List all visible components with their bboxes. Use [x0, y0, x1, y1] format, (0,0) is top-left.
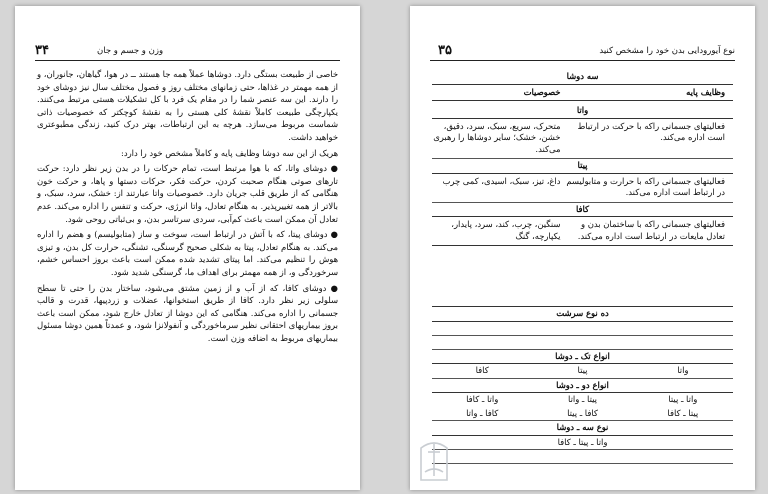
left-page	[15, 6, 360, 490]
page-number: ۳۴	[35, 43, 49, 58]
table-row	[432, 119, 733, 159]
table-cell: کافا ـ واتا	[466, 407, 499, 418]
table-cell: فعالیتهای جسمانی راکه با ساختمان بدن و تعادل مایعات در ارتباط است اداره می‌کند.	[577, 219, 725, 241]
divider	[432, 336, 733, 350]
left-page-header	[35, 44, 340, 61]
dosha-name: کافا	[432, 202, 733, 218]
table-cell: کافا	[475, 365, 489, 375]
paragraph: خاصی از طبیعت بستگی دارد. دوشاها عملاً همه جا هستند ــ در هوا، گیاهان، جانوران، و از همه مهمتر در غذاها، حتی زمانهای مختلف روز و فصول مختلف سال نیز دوشای خود را دارند. این سه عنصر شما را در مقام یک فرد با کل تشکیلات هستی مرتبط می‌کنند. یکپارچگی طبیعت کاملاً نقشهٔ کلی هستی را به نقشهٔ کوچکتر که خصوصیات ذاتی شماست مربوط می‌سازد. هرچه به این ارتباطات، بهتر درک کنید، زندگی مطبوعتری خواهید داشت.	[37, 69, 338, 142]
group-title: انواع دو ـ دوشا	[432, 379, 733, 394]
table-row	[432, 217, 733, 246]
table-cell: پیتا ـ کافا	[667, 407, 699, 418]
table-cell: پیتا ـ واتا	[568, 394, 597, 404]
table-cell: متحرک، سریع، سبک، سرد، دقیق، خشن، خشک؛ سایر دوشاها را رهبری می‌کند.	[433, 120, 561, 154]
right-page-header	[430, 44, 735, 61]
table-cell: واتا ـ پیتا ـ کافا	[557, 436, 608, 447]
table-cell: واتا ـ پیتا	[668, 394, 698, 404]
watermark-logo-icon	[418, 436, 450, 482]
paragraph: ● دوشای پیتا، که با آتش در ارتباط است، سوخت و ساز (متابولیسم) و هضم را اداره می‌کند. به هنگام تعادل، پیتا به شکلی صحیح گرسنگی، تشنگی، حرارت کل بدن، و تیزی هوش را تنظیم می‌کند. اما پیتای تشدید شده ممکن است باعث بروز احساس خشم، سرخوردگی و، از همه مهمتر برای اهداف ما، گرسنگی شدید شود.	[37, 229, 338, 277]
table-row	[432, 393, 733, 407]
table-cell: داغ، تیز، سبک، اسیدی، کمی چرب	[442, 175, 561, 186]
table-title: سه دوشا	[432, 70, 733, 85]
table-header	[432, 85, 733, 102]
page-number: ۳۵	[438, 43, 452, 58]
table-row	[432, 364, 733, 379]
table-cell: فعالیتهای جسمانی راکه با حرارت و متابولیسم در ارتباط است اداره می‌کند.	[566, 175, 725, 197]
table-title: ده نوع سرشت	[432, 306, 733, 322]
table-row	[432, 436, 733, 451]
left-page-body	[37, 68, 338, 347]
column-header: وظایف پایه	[686, 86, 725, 97]
table-cell: واتا	[677, 365, 689, 375]
paragraph: ● دوشای واتا، که با هوا مرتبط است، تمام حرکات را در بدن زیر نظر دارد: حرکت تارهای صوتی هنگام صحبت کردن، حرکت فکر، حرکات دستها و پاها، و حرکت خون هنگامی که از طریق قلب جریان دارد. خصوصیات واتا عبارتند از: خشک، سرد، سبک، و بالاتر از همه تغییرپذیر. به هنگام تعادل، واتا انرژی، حرکت و تنفس را اداره می‌کند. عدم تعادل آن ممکن است باعث کم‌آبی، سردی سرتاسر بدن، و بی‌ثباتی روحی شود.	[37, 163, 338, 224]
paragraph: ● دوشای کافا، که از آب و از زمین مشتق می‌شود، ساختار بدن را حتی تا سطح سلولی زیر نظر دارد. کافا از طریق استخوانها، عضلات و زردپیها، قدرت و قالب جسمانی را اداره می‌کند. هنگامی که این دوشا از تعادل خارج شود، ممکن است باعث بروز بیماریهای احتقانی نظیر سرماخوردگی و آنفولانزا شود، و عمدتاً همین دوشا مسئول بیماریهای مربوط به اضافه وزن است.	[37, 282, 338, 343]
table-cell: سنگین، چرب، کند، سرد، پایدار، یکپارچه، گنگ	[451, 219, 561, 241]
column-header: خصوصیات	[523, 86, 561, 97]
table-cell: پیتا	[577, 365, 588, 375]
dosha-name: پیتا	[432, 158, 733, 174]
divider	[432, 450, 733, 464]
divider	[432, 322, 733, 336]
group-title: انواع تک ـ دوشا	[432, 350, 733, 365]
running-title: نوع آیورودایی بدن خود را مشخص کنید	[599, 46, 735, 56]
table-cell: کافا ـ پیتا	[567, 407, 598, 418]
table-cell: فعالیتهای جسمانی راکه با حرکت در ارتباط است اداره می‌کند.	[577, 120, 725, 142]
three-dosha-table	[432, 70, 733, 246]
table-row	[432, 174, 733, 202]
table-cell: واتا ـ کافا	[466, 394, 499, 404]
dosha-name: واتا	[432, 104, 733, 119]
paragraph: هریک از این سه دوشا وظایف پایه و کاملاً مشخص خود را دارد:	[121, 147, 338, 158]
running-title: وزن و جسم و جان	[97, 46, 164, 56]
right-page	[410, 6, 755, 490]
ten-types-table	[432, 306, 733, 464]
table-row	[432, 407, 733, 422]
group-title: نوع سه ـ دوشا	[432, 421, 733, 436]
